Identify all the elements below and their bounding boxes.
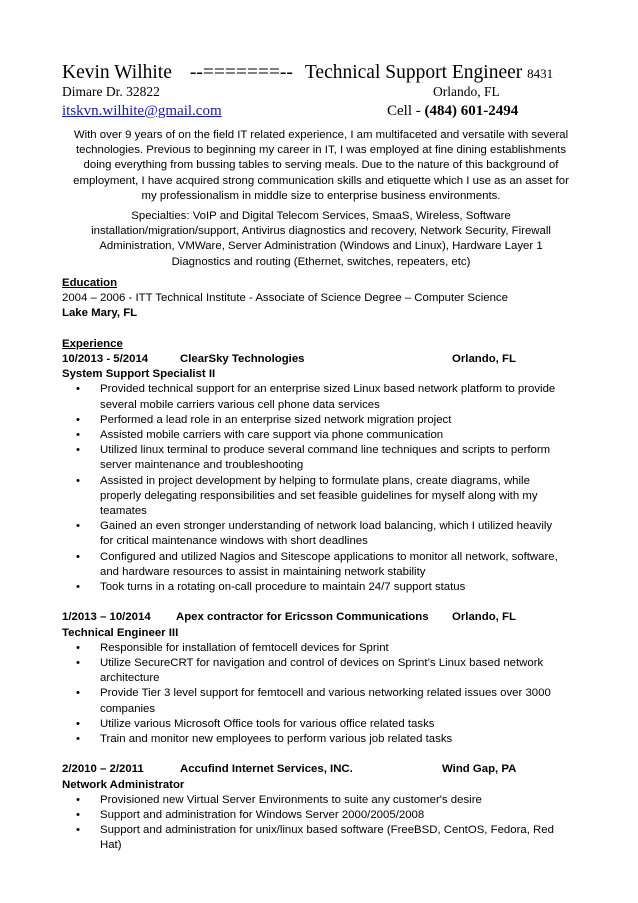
summary-line: my professionalism in middle size to enterprise business environments. <box>141 189 501 202</box>
list-item <box>62 686 582 716</box>
summary-line: employment, I have acquired strong communication skills and etiquette which I use as an asset for <box>73 174 569 187</box>
bullet-icon: • <box>76 520 80 533</box>
job-header <box>62 610 582 625</box>
job-header <box>62 762 582 777</box>
bullet-text: Gained an even stronger understanding of network load balancing, which I utilized heavily <box>100 520 553 533</box>
job-bullet-list <box>62 641 582 747</box>
list-item <box>62 793 582 808</box>
summary-line: technologies. Previous to beginning my career in IT, I was employed at fine dining establishments <box>75 144 567 157</box>
bullet-text: and hardware resources to assist in maintaining network stability <box>100 565 426 578</box>
section-spacer <box>62 747 582 762</box>
job-company: ClearSky Technologies <box>180 353 305 365</box>
city-state: Orlando, FL <box>433 84 500 99</box>
bullet-text: Utilize various Microsoft Office tools for various office related tasks <box>100 717 435 730</box>
job-company: Apex contractor for Ericsson Communications <box>176 611 429 624</box>
bullet-icon: • <box>76 383 80 396</box>
job-dates: 10/2013 - 5/2014 <box>62 353 149 365</box>
phone-label: Cell - <box>387 103 425 119</box>
bullet-icon: • <box>76 581 80 594</box>
summary-line: doing everything from bussing tables to serving meals. Due to the nature of this background of <box>83 159 559 172</box>
bullet-icon: • <box>76 444 80 457</box>
job-bullet-list <box>62 382 582 595</box>
street-address: Dimare Dr. 32822 <box>62 84 160 99</box>
list-item <box>62 717 582 732</box>
list-item <box>62 732 582 747</box>
bullet-text: Provide Tier 3 level support for femtocell and various networking related issues over 3000 <box>100 687 551 700</box>
specialties-line: Diagnostics and routing (Ethernet, switches, repeaters, etc) <box>171 255 471 268</box>
bullet-icon: • <box>76 429 80 441</box>
house-number: 8431 <box>527 66 554 81</box>
list-item <box>62 519 582 549</box>
education-entry: 2004 – 2006 - ITT Technical Institute - Associate of Science Degree – Computer Science <box>62 292 508 305</box>
bullet-icon: • <box>76 809 80 822</box>
job-dates: 1/2013 – 10/2014 <box>62 611 151 624</box>
job-location: Orlando, FL <box>452 611 516 624</box>
job-role: Network Administrator <box>62 778 185 791</box>
bullet-icon: • <box>76 641 80 654</box>
applicant-name: Kevin Wilhite <box>62 62 172 83</box>
bullet-icon: • <box>76 413 80 426</box>
bullet-text: Hat) <box>100 839 122 852</box>
job-location: Wind Gap, PA <box>442 763 517 776</box>
bullet-icon: • <box>76 733 80 746</box>
bullet-icon: • <box>76 550 80 563</box>
list-item <box>62 656 582 686</box>
specialties-line: Administration, VMWare, Server Administration (Windows and Linux), Hardware Layer 1 <box>99 240 543 253</box>
job-role: System Support Specialist II <box>62 368 216 381</box>
bullet-text: companies <box>100 702 156 715</box>
bullet-icon: • <box>76 824 80 837</box>
header-separator: --=======-- <box>189 62 293 83</box>
bullet-text: Responsible for installation of femtocell devices for Sprint <box>100 641 389 654</box>
list-item <box>62 808 582 823</box>
list-item <box>62 474 582 520</box>
address-line <box>62 84 582 100</box>
section-spacer <box>62 595 582 610</box>
bullet-text: Utilize SecureCRT for navigation and control of devices on Sprint’s Linux based network <box>100 657 544 670</box>
bullet-icon: • <box>76 657 80 670</box>
job-dates: 2/2010 – 2/2011 <box>62 763 144 776</box>
bullet-icon: • <box>76 717 80 730</box>
bullet-text: properly delegating responsibilities and set feasible guidelines for myself along with my <box>100 489 538 502</box>
bullet-text: Provisioned new Virtual Server Environments to suite any customer's desire <box>100 793 482 806</box>
specialties-line: installation/migration/support, Antivirus diagnostics and recovery, Network Security, Firewall <box>91 225 551 238</box>
bullet-text: several mobile carriers various cell phone data services <box>100 398 380 411</box>
education-location: Lake Mary, FL <box>62 307 138 320</box>
header-title-line <box>62 62 582 84</box>
list-item <box>62 428 582 443</box>
bullet-text: Took turns in a rotating on-call procedure to maintain 24/7 support status <box>100 581 466 594</box>
list-item <box>62 413 582 428</box>
job-role: Technical Engineer III <box>62 626 179 639</box>
bullet-icon: • <box>76 793 80 806</box>
job-location: Orlando, FL <box>452 353 516 365</box>
specialties-paragraph <box>62 209 580 270</box>
summary-line: With over 9 years of on the field IT related experience, I am multifaceted and versatile with several <box>73 129 569 141</box>
list-item <box>62 580 582 595</box>
bullet-text: Support and administration for Windows Server 2000/2005/2008 <box>100 809 425 822</box>
list-item <box>62 823 582 853</box>
list-item <box>62 382 582 412</box>
resume-body <box>62 276 582 854</box>
section-spacer <box>62 322 582 337</box>
bullet-text: Assisted mobile carriers with care support via phone communication <box>100 429 444 441</box>
specialties-line: Specialties: VoIP and Digital Telecom Services, SmaaS, Wireless, Software <box>131 210 511 222</box>
experience-heading: Experience <box>62 337 123 350</box>
bullet-text: Assisted in project development by helping to formulate plans, create diagrams, while <box>100 474 530 487</box>
list-item <box>62 550 582 580</box>
bullet-text: Utilized linux terminal to produce several command line techniques and scripts to perform <box>100 444 551 457</box>
bullet-text: Support and administration for unix/linux based software (FreeBSD, CentOS, Fedora, Red <box>100 824 554 837</box>
bullet-icon: • <box>76 687 80 700</box>
bullet-text: Performed a lead role in an enterprise sized network migration project <box>100 413 452 426</box>
contact-line <box>62 101 582 121</box>
job-company: Accufind Internet Services, INC. <box>180 763 353 776</box>
bullet-text: Configured and utilized Nagios and Sitescope applications to monitor all network, software, <box>100 550 558 563</box>
phone-value: (484) 601-2494 <box>424 103 519 119</box>
job-header <box>62 352 582 367</box>
bullet-text: server maintenance and troubleshooting <box>100 459 304 472</box>
bullet-text: Train and monitor new employees to perform various job related tasks <box>100 733 453 746</box>
job-title: Technical Support Engineer <box>304 62 523 83</box>
list-item <box>62 641 582 656</box>
list-item <box>62 443 582 473</box>
bullet-text: for critical maintenance windows with short deadlines <box>100 535 368 548</box>
education-heading: Education <box>62 277 118 289</box>
bullet-text: teamates <box>100 505 147 518</box>
bullet-text: architecture <box>100 672 160 685</box>
bullet-text: Provided technical support for an enterprise sized Linux based network platform to provide <box>100 383 556 396</box>
email-link[interactable]: itskvn.wilhite@gmail.com <box>62 103 222 119</box>
job-bullet-list <box>62 793 582 854</box>
summary-paragraph <box>52 128 590 204</box>
bullet-icon: • <box>76 474 80 487</box>
phone-number <box>387 101 518 121</box>
